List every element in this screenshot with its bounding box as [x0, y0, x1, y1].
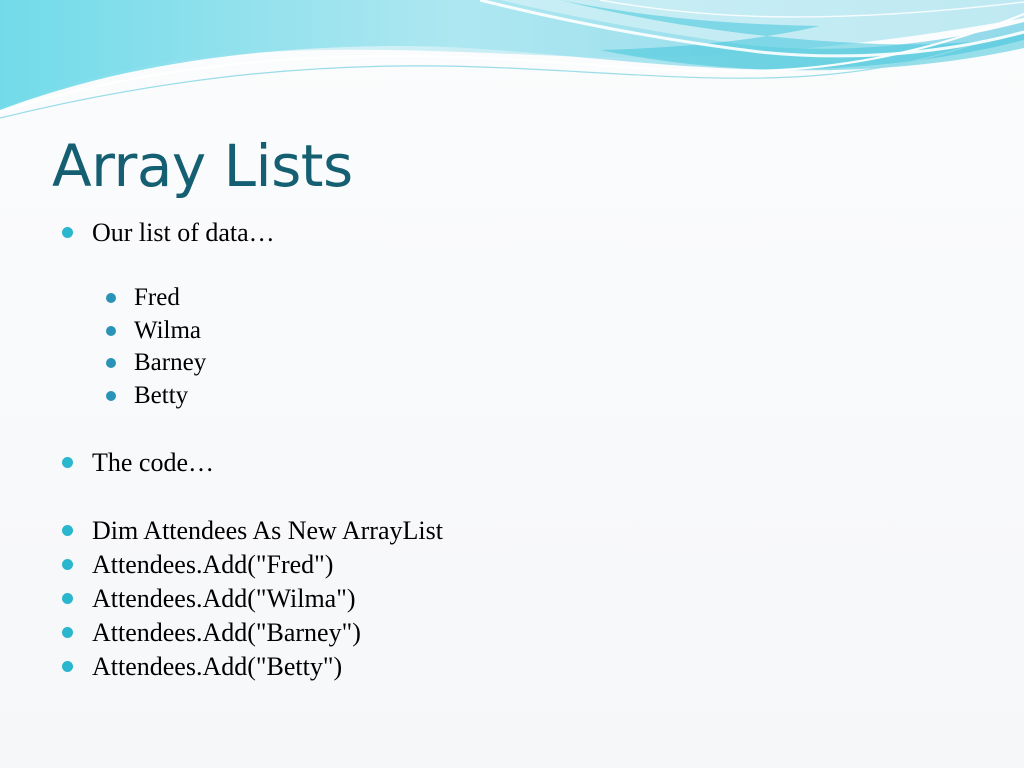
bullet-text: Fred: [134, 284, 180, 311]
bullet-dot-icon: [62, 559, 73, 570]
bullet-dot-icon: [62, 525, 73, 536]
sub-bullet-item: [62, 282, 962, 315]
sub-bullet-item: [62, 347, 962, 380]
slide-title: Array Lists: [52, 132, 353, 200]
bullet-dot-icon: [106, 391, 116, 401]
bullet-dot-icon: [106, 358, 116, 368]
bullet-dot-icon: [106, 293, 116, 303]
sub-bullet-item: [62, 315, 962, 348]
bullet-text: Attendees.Add("Wilma"): [92, 584, 356, 613]
bullet-item: [62, 582, 962, 616]
bullet-text: Betty: [134, 381, 189, 409]
bullet-text: Attendees.Add("Fred"): [92, 550, 334, 579]
bullet-item: [62, 650, 962, 684]
bullet-dot-icon: [62, 661, 73, 672]
bullet-dot-icon: [62, 227, 73, 238]
bullet-text: Our list of data…: [92, 218, 275, 247]
sub-bullet-item: [62, 380, 962, 413]
bullet-text: Barney: [134, 349, 207, 376]
bullet-list: [62, 216, 962, 684]
bullet-item: [62, 548, 962, 582]
header-wave-decoration: [0, 0, 1024, 130]
bullet-text: Dim Attendees As New ArrayList: [92, 516, 443, 545]
bullet-text: Wilma: [134, 316, 202, 344]
bullet-text: Attendees.Add("Barney"): [92, 618, 361, 647]
bullet-text: Attendees.Add("Betty"): [92, 652, 343, 681]
bullet-text: The code…: [92, 448, 215, 477]
bullet-dot-icon: [106, 326, 116, 336]
bullet-item: [62, 616, 962, 650]
bullet-item: [62, 514, 962, 548]
bullet-item: [62, 216, 962, 250]
bullet-dot-icon: [62, 457, 73, 468]
bullet-dot-icon: [62, 593, 73, 604]
bullet-item: [62, 446, 962, 480]
bullet-dot-icon: [62, 627, 73, 638]
